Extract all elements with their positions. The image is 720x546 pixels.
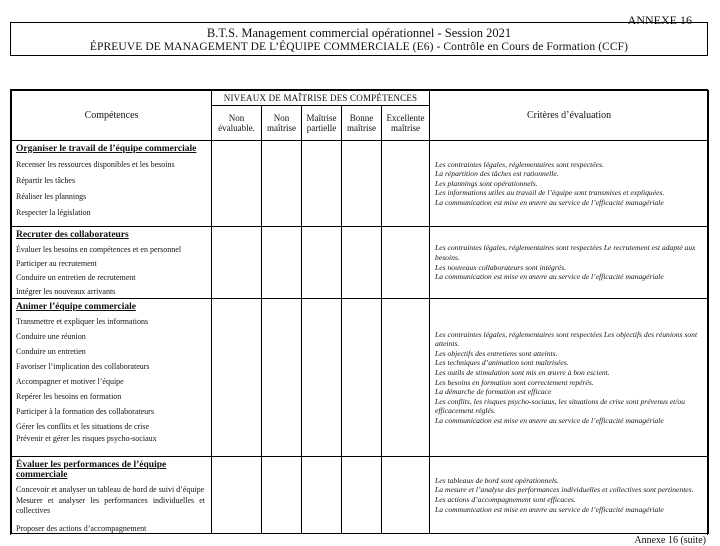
criterion: Les besoins en formation sont correctement repérés. — [435, 377, 594, 387]
list-item: Transmettre et expliquer les informations — [16, 317, 149, 326]
level-cell[interactable] — [262, 299, 302, 457]
block-organiser — [12, 141, 709, 227]
criteres-header: Critères d’évaluation — [430, 91, 709, 141]
level-cell[interactable] — [342, 141, 382, 227]
level-cell[interactable] — [382, 457, 430, 534]
list-item: Intégrer les nouveaux arrivants — [16, 287, 116, 296]
level-cell[interactable] — [302, 299, 342, 457]
block-animer — [12, 299, 709, 457]
criteria-cell — [430, 141, 709, 227]
criterion: La communication est mise en œuvre au service de l’efficacité managériale — [435, 197, 664, 207]
criterion: Les tableaux de bord sont opérationnels. — [435, 475, 559, 485]
criterion: Les contraintes légales, réglementaires sont respectées Les objectifs des réunions sont atteints. — [435, 329, 698, 349]
level-cell[interactable] — [212, 299, 262, 457]
level-non-evaluable: Non évaluable. — [212, 106, 262, 141]
level-bonne-maitrise: Bonne maîtrise — [342, 106, 382, 141]
criterion: Les objectifs des entretiens sont atteints. — [435, 348, 558, 358]
criterion: Les plannings sont opérationnels. — [435, 178, 538, 188]
list-item: Recenser les ressources disponibles et les besoins — [16, 160, 175, 169]
block-evaluer — [12, 457, 709, 534]
level-cell[interactable] — [382, 227, 430, 299]
page-footer: Annexe 16 (suite) — [634, 535, 706, 546]
criterion: Les nouveaux collaborateurs sont intégrés. — [435, 262, 567, 272]
level-cell[interactable] — [342, 299, 382, 457]
header-subtitle: ÉPREUVE DE MANAGEMENT DE L’ÉQUIPE COMMERCIALE (E6) - Contrôle en Cours de Formation (CCF) — [89, 41, 629, 53]
block-competences-cell — [12, 227, 212, 299]
criterion: La démarche de formation est efficace — [435, 387, 552, 397]
levels-title: NIVEAUX DE MAÎTRISE DES COMPÉTENCES — [212, 91, 430, 106]
criterion: La répartition des tâches est rationnelle. — [435, 169, 559, 179]
list-item: Participer à la formation des collaborateurs — [16, 407, 154, 416]
list-item: Participer au recrutement — [16, 259, 97, 268]
block-competences-cell — [12, 457, 212, 534]
competence-table — [11, 90, 709, 534]
level-cell[interactable] — [212, 457, 262, 534]
level-cell[interactable] — [262, 227, 302, 299]
criterion: Les informations utiles au travail de l’équipe sont transmises et expliquées. — [435, 188, 665, 198]
block-title: Animer l’équipe commerciale — [16, 302, 136, 312]
document-header — [10, 22, 708, 56]
list-item: Conduire un entretien — [16, 347, 86, 356]
level-cell[interactable] — [262, 141, 302, 227]
block-title: Recruter des collaborateurs — [16, 230, 129, 240]
list-item: Favoriser l’implication des collaborateurs — [16, 362, 150, 371]
level-cell[interactable] — [382, 141, 430, 227]
list-item: Prévenir et gérer les risques psycho-sociaux — [16, 434, 157, 443]
level-cell[interactable] — [212, 141, 262, 227]
competences-header: Compétences — [12, 91, 212, 141]
criterion: Les conflits, les risques psycho-sociaux, les situations de crise sont prévenus et/ou efficacement réglés. — [435, 396, 685, 416]
level-cell[interactable] — [382, 299, 430, 457]
level-cell[interactable] — [302, 457, 342, 534]
level-cell[interactable] — [212, 227, 262, 299]
list-item: Respecter la législation — [16, 208, 91, 217]
list-item: Concevoir et analyser un tableau de bord de suivi d’équipe — [16, 485, 205, 494]
block-competences-cell — [12, 299, 212, 457]
list-item: Proposer des actions d’accompagnement — [16, 524, 147, 533]
criterion: Les contraintes légales, réglementaires sont respectées. — [435, 159, 604, 169]
criterion: Les contraintes légales, réglementaires sont respectées Le recrutement est adapté aux besoins. — [435, 243, 696, 262]
level-cell[interactable] — [342, 227, 382, 299]
criterion: La communication est mise en œuvre au service de l’efficacité managériale — [435, 504, 664, 514]
level-excellente-maitrise: Excellente maîtrise — [382, 106, 430, 141]
criterion: La communication est mise en œuvre au service de l’efficacité managériale — [435, 415, 664, 425]
criterion: La mesure et l’analyse des performances individuelles et collectives sont pertinentes. — [435, 485, 694, 495]
criterion: Les outils de stimulation sont mis en œuvre à bon escient. — [435, 367, 610, 377]
list-item: Mesurer et analyser les performances individuelles et collectives — [16, 496, 205, 515]
list-item: Gérer les conflits et les situations de crise — [16, 422, 150, 431]
list-item: Réaliser les plannings — [16, 192, 87, 201]
header-title: B.T.S. Management commercial opérationnel - Session 2021 — [206, 26, 512, 40]
block-title: Évaluer les performances de l’équipe commerciale — [16, 460, 167, 480]
list-item: Répartir les tâches — [16, 176, 76, 185]
list-item: Évaluer les besoins en compétences et en personnel — [16, 245, 182, 254]
criterion: Les actions d’accompagnement sont efficaces. — [435, 495, 576, 504]
level-non-maitrise: Non maîtrise — [262, 106, 302, 141]
criteria-cell — [430, 457, 709, 534]
level-cell[interactable] — [302, 141, 342, 227]
list-item: Repérer les besoins en formation — [16, 392, 122, 401]
list-item: Conduire une réunion — [16, 332, 86, 341]
criteria-cell — [430, 299, 709, 457]
criteria-cell — [430, 227, 709, 299]
list-item: Accompagner et motiver l’équipe — [16, 377, 124, 386]
level-maitrise-partielle: Maîtrise partielle — [302, 106, 342, 141]
criterion: Les techniques d’animation sont maîtrisées. — [435, 358, 569, 368]
criterion: La communication est mise en œuvre au service de l’efficacité managériale — [435, 272, 664, 282]
level-cell[interactable] — [302, 227, 342, 299]
list-item: Conduire un entretien de recrutement — [16, 273, 136, 282]
level-cell[interactable] — [342, 457, 382, 534]
level-cell[interactable] — [262, 457, 302, 534]
annexe-label: ANNEXE 16 — [627, 13, 692, 27]
block-recruter — [12, 227, 709, 299]
block-title: Organiser le travail de l’équipe commerciale — [16, 144, 197, 154]
evaluation-grid — [10, 89, 708, 535]
block-competences-cell — [12, 141, 212, 227]
